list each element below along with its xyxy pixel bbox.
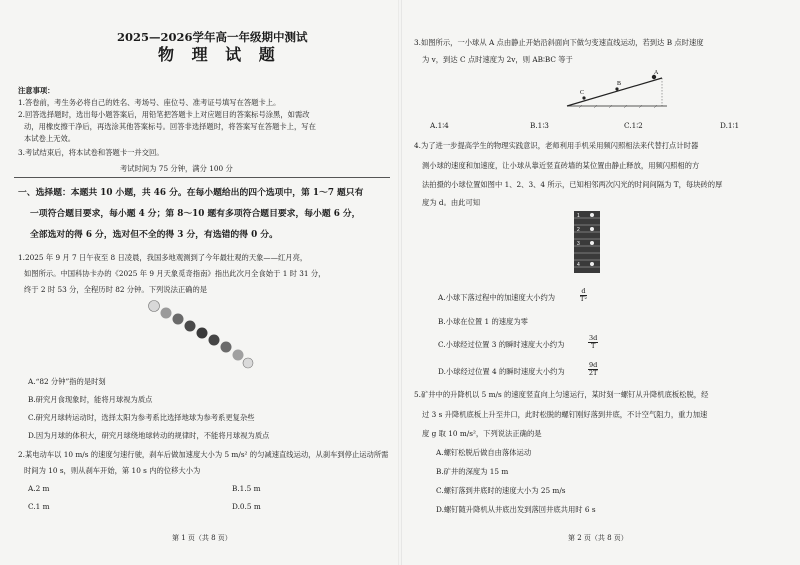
q4-stem: 法拍摄的小球位置如图中 1、2、3、4 所示，已知相邻两次闪光的时间间隔为 T，每块砖的厚 [422,180,723,189]
q4-option-c: C.小球经过位置 3 的瞬时速度大小约为 [438,340,565,349]
q1-option-c: C.研究月球转运动时，选择太阳为参考系比选择地球为参考系更复杂些 [28,413,255,422]
q4-c-fraction [588,335,598,350]
q2-option-d: D.0.5 m [232,502,261,511]
notice-line: 3.考试结束后，将本试卷和答题卡一并交回。 [18,148,164,157]
page-footer: 第 1 页（共 8 页） [172,534,232,542]
q1-option-a: A.“82 分钟”指的是时刻 [28,377,106,386]
q5-option-b: B.矿井的深度为 15 m [436,467,509,476]
q2-option-c: C.1 m [28,502,50,511]
fraction-numerator: 9d [589,361,598,369]
q2-stem: 时间为 10 s，则从刹车开始，第 10 s 内的位移大小为 [24,466,201,475]
point-a-label: A [654,70,659,76]
position-1-label: 1 [577,213,580,219]
fraction-denominator: T [590,342,596,350]
notice-line: 动，用橡皮擦干净后，再选涂其他答案标号。回答非选择题时，将答案写在答题卡上，写在 [24,122,316,131]
fraction-numerator: d [581,287,586,295]
exam-title: 2025—2026学年高一年级期中测试 [117,30,308,44]
q4-stem: 测小球的速度和加速度，让小球从靠近竖直砖墙的某位置由静止释放，用频闪照相的方 [422,161,700,170]
q5-option-a: A.螺钉松脱后做自由落体运动 [436,448,532,457]
brick-wall-figure [574,211,600,273]
q3-option-c: C.1∶2 [624,121,643,130]
point-b-label: B [617,81,622,87]
q3-stem: 为 v，到达 C 点时速度为 2v，则 AB∶BC 等于 [422,55,573,64]
lunar-eclipse-image [146,298,254,370]
q2-option-a: A.2 m [28,484,50,493]
fraction-denominator: T² [580,295,587,303]
q5-stem: 度 g 取 10 m/s²，下列说法正确的是 [422,429,542,438]
q5-stem: 过 3 s 升降机底板上升至井口，此时松脱的螺钉刚好落到井底，不计空气阻力，重力加速 [422,410,708,419]
incline-diagram [562,70,672,110]
q1-stem: 如图所示。中国科协卡办的《2025 年 9 月天象觅奇指南》指出此次月全食始于 1 时 31 分， [24,269,326,278]
q4-stem: 4.为了进一步提高学生的物理实践意识，老师利用手机采用频闪照相法来代替打点计时器 [414,141,699,150]
section-line: 全部选对的得 6 分，选对但不全的得 3 分，有选错的得 0 分。 [30,230,278,240]
exam-subtitle: 物 理 试 题 [158,45,281,64]
q3-option-a: A.1∶4 [430,121,449,130]
q4-d-fraction [588,362,598,377]
q4-a-fraction [580,288,587,303]
q1-stem: 终于 2 时 53 分，全程历时 82 分钟。下列说法正确的是 [24,285,208,294]
q3-stem: 3.如图所示，一小球从 A 点由静止开始沿斜面向下做匀变速直线运动，若到达 B 点时速度 [414,38,704,47]
q5-option-d: D.螺钉随升降机从井底出发到落回井底共用时 6 s [436,505,596,514]
notice-line: 1.答卷前，考生务必将自己的姓名、考场号、座位号、准考证号填写在答题卡上。 [18,98,281,107]
q2-option-b: B.1.5 m [232,484,261,493]
section-line: 一项符合题目要求，每小题 4 分；第 8～10 题有多项符合题目要求，每小题 6 分， [30,209,361,219]
q2-stem: 2.某电动车以 10 m/s 的速度匀速行驶，刹车后做加速度大小为 5 m/s² 的匀减速直线运动，从刹车到停止运动所需 [18,450,389,459]
position-2-label: 2 [577,227,580,233]
q4-option-d: D.小球经过位置 4 的瞬时速度大小约为 [438,367,565,376]
q1-option-b: B.研究月食现象时，能将月球视为质点 [28,395,153,404]
notice-line: 2.回答选择题时，选出每小题答案后，用铅笔把答题卡上对应题目的答案标号涂黑，如需改 [18,110,310,119]
q3-option-b: B.1∶3 [530,121,549,130]
fraction-denominator: 2T [588,369,598,377]
q4-option-b: B.小球在位置 1 的速度为零 [438,317,528,326]
lunar-eclipse-figure [146,298,254,370]
q5-option-c: C.螺钉落到井底时的速度大小为 25 m/s [436,486,566,495]
exam-time: 考试时间为 75 分钟，满分 100 分 [120,164,233,173]
q1-option-d: D.因为月球的体积大，研究月球绕地球转动的规律时，不能将月球视为质点 [28,431,270,440]
fraction-numerator: 3d [589,334,598,342]
q4-option-a: A.小球下落过程中的加速度大小约为 [438,293,556,302]
right-page [402,0,800,565]
incline-figure [562,70,672,110]
position-3-label: 3 [577,241,580,247]
q4-stem: 度为 d。由此可知 [422,198,481,207]
page-footer: 第 2 页（共 8 页） [568,534,628,542]
q3-option-d: D.1∶1 [720,121,740,130]
brick-wall-diagram [574,211,600,273]
divider [14,177,390,178]
q5-stem: 5.矿井中的升降机以 5 m/s 的速度竖直向上匀速运行，某时刻一螺钉从升降机底板松脱，经 [414,390,709,399]
notice-line: 本试卷上无效。 [24,134,76,143]
position-4-label: 4 [577,262,580,268]
q1-stem: 1.2025 年 9 月 7 日午夜至 8 日凌晨，我国多地观测到了今年最壮观的天象——红月亮， [18,253,308,262]
notice-heading: 注意事项： [18,86,55,95]
point-c-label: C [580,90,585,96]
section-heading: 一、选择题：本题共 10 小题，共 46 分。在每小题给出的四个选项中，第 1～7 题只有 [18,188,364,198]
left-page [0,0,398,565]
